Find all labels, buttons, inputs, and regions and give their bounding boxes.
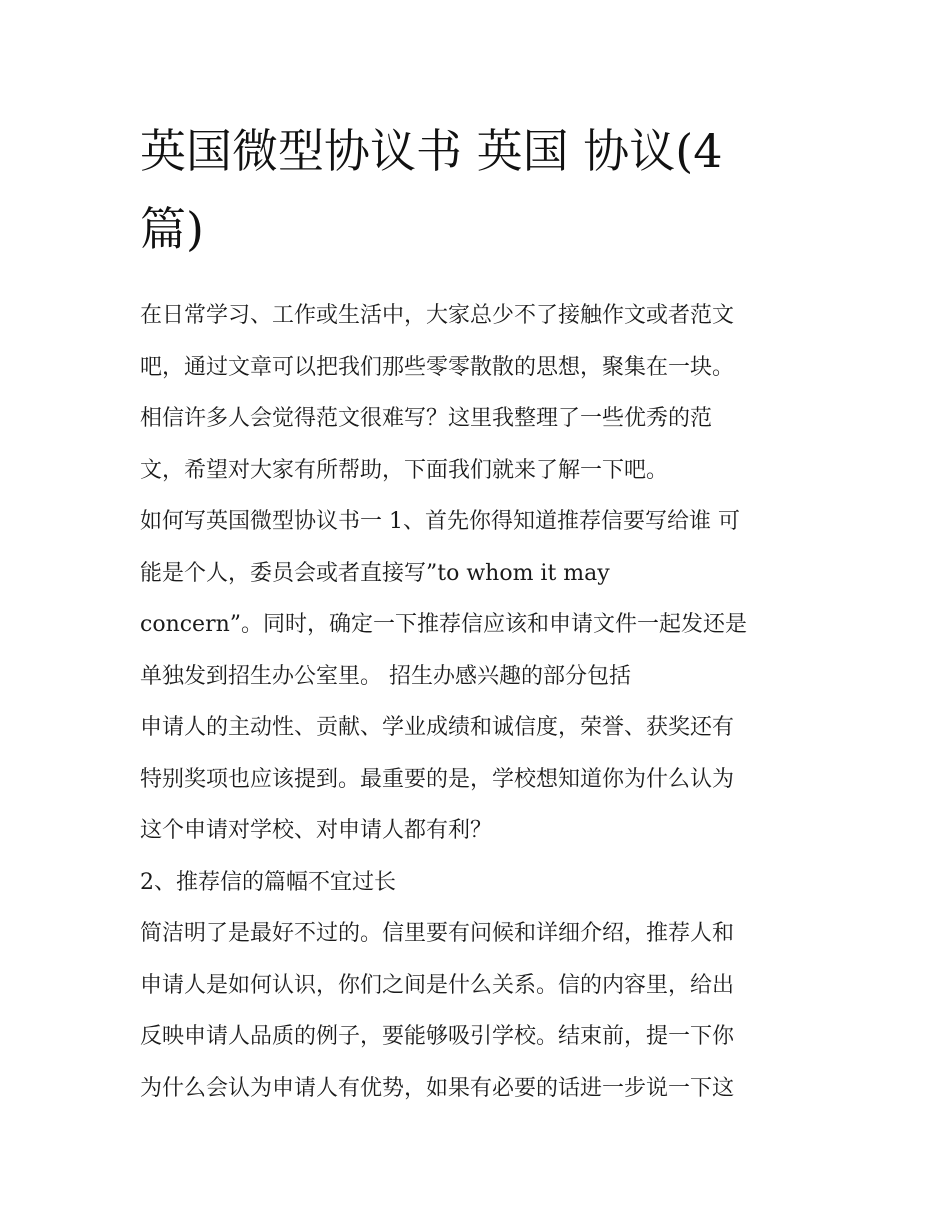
text-line: concern”。同时，确定一下推荐信应该和申请文件一起发还是 <box>140 612 748 637</box>
paragraph-intro <box>140 290 815 496</box>
section-heading: 2、推荐信的篇幅不宜过长 <box>140 869 396 895</box>
text-line: 在日常学习、工作或生活中，大家总少不了接触作文或者范文 <box>140 303 735 328</box>
text-line: 吧，通过文章可以把我们那些零零散散的思想，聚集在一块。 <box>140 354 735 380</box>
text-line: 能是个人，委员会或者直接写”to whom it may <box>140 560 610 586</box>
document-title <box>140 112 815 268</box>
text-line: 单独发到招生办公室里。 招生办感兴趣的部分包括 <box>140 663 631 689</box>
document-body <box>140 112 815 1114</box>
text-line: 反映申请人品质的例子，要能够吸引学校。结束前，提一下你 <box>140 1024 735 1049</box>
text-line: 申请人是如何认识，你们之间是什么关系。信的内容里，给出 <box>140 972 735 998</box>
title-line-2: 篇) <box>140 202 204 256</box>
paragraph-section-2-heading <box>140 857 815 909</box>
text-line: 申请人的主动性、贡献、学业成绩和诚信度，荣誉、获奖还有 <box>140 715 735 740</box>
paragraph-section-1 <box>140 496 815 857</box>
title-line-1: 英国微型协议书 英国 协议(4 <box>140 124 723 178</box>
paragraph-section-2 <box>140 908 815 1114</box>
text-line: 简洁明了是最好不过的。信里要有问候和详细介绍，推荐人和 <box>140 921 735 946</box>
text-line: 特别奖项也应该提到。最重要的是，学校想知道你为什么认为 <box>140 766 735 792</box>
text-line: 如何写英国微型协议书一 1、首先你得知道推荐信要写给谁 可 <box>140 509 740 534</box>
text-line: 为什么会认为申请人有优势，如果有必要的话进一步说一下这 <box>140 1075 735 1101</box>
text-line: 这个申请对学校、对申请人都有利？ <box>140 818 493 843</box>
text-line: 相信许多人会觉得范文很难写？这里我整理了一些优秀的范 <box>140 406 713 431</box>
text-line: 文，希望对大家有所帮助，下面我们就来了解一下吧。 <box>140 457 669 483</box>
